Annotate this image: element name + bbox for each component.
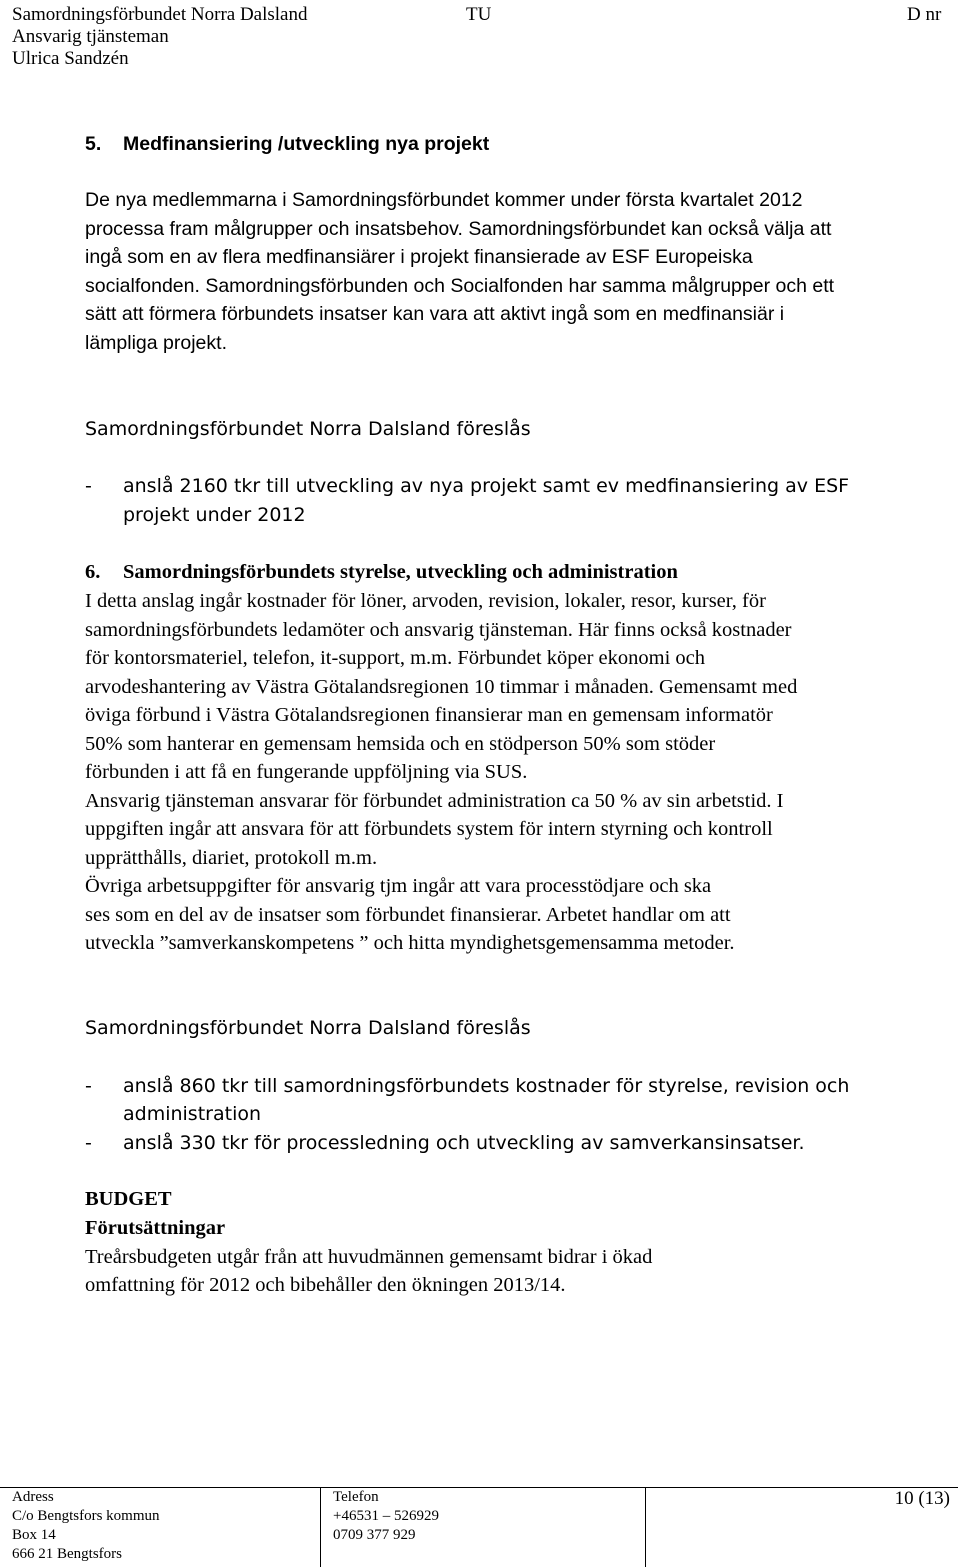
footer-address-line: Box 14 [12,1527,56,1543]
paragraph-line: processa fram målgrupper och insatsbehov. Samordningsförbundet kan också välja att [85,217,832,240]
section5-paragraph [85,186,945,357]
budget-subheading: Förutsättningar [85,1217,226,1239]
section5-bullet-line: projekt under 2012 [123,504,306,526]
header-role: Ansvarig tjänsteman [12,26,169,47]
section6-bullet2-line: anslå 330 tkr för processledning och utveckling av samverkansinsatser. [123,1132,805,1154]
paragraph-line: socialfonden. Samordningsförbunden och Socialfonden har samma målgrupper och ett [85,274,835,297]
footer-address-line: C/o Bengtsfors kommun [12,1508,160,1524]
footer-phone-label: Telefon [333,1489,379,1505]
footer [0,1487,958,1567]
paragraph-line: sätt att förmera förbundets insatser kan vara att aktivt ingå som en medfinansiär i [85,303,785,325]
footer-address-cell [0,1488,321,1567]
paragraph-line: lämpliga projekt. [85,331,227,354]
paragraph-line: förbunden i att få en fungerande uppföljning via SUS. [85,761,528,783]
paragraph-line: ingå som en av flera medfinansiärer i projekt finansierade av ESF Europeiska [85,246,753,268]
paragraph-line: uppgiften ingår att ansvara för att förbundets system för intern styrning och kontroll [85,818,773,840]
footer-phone-line: +46531 – 526929 [333,1508,439,1524]
header-tu: TU [466,4,492,25]
paragraph-line: Ansvarig tjänsteman ansvarar för förbundet administration ca 50 % av sin arbetstid. I [85,789,784,812]
footer-address-label: Adress [12,1489,54,1505]
section6-proposal-intro: Samordningsförbundet Norra Dalsland föreslås [85,1017,531,1039]
paragraph-line: De nya medlemmarna i Samordningsförbundet kommer under första kvartalet 2012 [85,189,803,211]
bullet-dash: - [85,1132,92,1154]
section6-paragraph [85,587,945,958]
paragraph-line: ses som en del av de insatser som förbundet finansierar. Arbetet handlar om att [85,903,731,926]
paragraph-line: öviga förbund i Västra Götalandsregionen finansierar man en gemensam informatör [85,704,773,726]
budget-heading: BUDGET [85,1188,172,1210]
page-number: 10 (13) [894,1488,950,1509]
paragraph-line: upprätthålls, diariet, protokoll m.m. [85,846,378,869]
budget-line: Treårsbudgeten utgår från att huvudmännen gemensamt bidrar i ökad [85,1246,653,1268]
paragraph-line: 50% som hanterar en gemensam hemsida och en stödperson 50% som stöder [85,732,716,755]
footer-page-cell [646,1488,959,1567]
paragraph-line: arvodeshantering av Västra Götalandsregionen 10 timmar i månaden. Gemensamt med [85,675,798,698]
paragraph-line: Övriga arbetsuppgifter för ansvarig tjm ingår att vara processtödjare och ska [85,875,712,897]
header-dnr: D nr [907,4,942,25]
footer-address-line: 666 21 Bengtsfors [12,1546,122,1562]
section6-bullet1-line: administration [123,1103,262,1125]
header-org: Samordningsförbundet Norra Dalsland [12,4,308,25]
bullet-dash: - [85,1075,92,1097]
section5-proposal-intro: Samordningsförbundet Norra Dalsland föreslås [85,418,531,440]
section6-heading: Samordningsförbundets styrelse, utveckling och administration [123,561,678,583]
section5-heading: Medfinansiering /utveckling nya projekt [123,133,490,155]
section6-bullet1-line: anslå 860 tkr till samordningsförbundets kostnader för styrelse, revision och [123,1075,850,1097]
paragraph-line: utveckla ”samverkanskompetens ” och hitta myndighetsgemensamma metoder. [85,932,735,954]
header-name: Ulrica Sandzén [12,48,129,69]
paragraph-line: för kontorsmateriel, telefon, it-support, m.m. Förbundet köper ekonomi och [85,647,705,669]
footer-phone-cell [321,1488,646,1567]
bullet-dash: - [85,475,92,497]
section6-number: 6. [85,561,101,583]
paragraph-line: I detta anslag ingår kostnader för löner, arvoden, revision, lokaler, resor, kurser, för [85,590,766,612]
budget-line: omfattning för 2012 och bibehåller den ökningen 2013/14. [85,1274,566,1296]
footer-phone-line: 0709 377 929 [333,1527,416,1543]
section5-bullet-line: anslå 2160 tkr till utveckling av nya projekt samt ev medfinansiering av ESF [123,475,850,497]
section5-number: 5. [85,133,102,155]
paragraph-line: samordningsförbundets ledamöter och ansvarig tjänsteman. Här finns också kostnader [85,618,792,641]
